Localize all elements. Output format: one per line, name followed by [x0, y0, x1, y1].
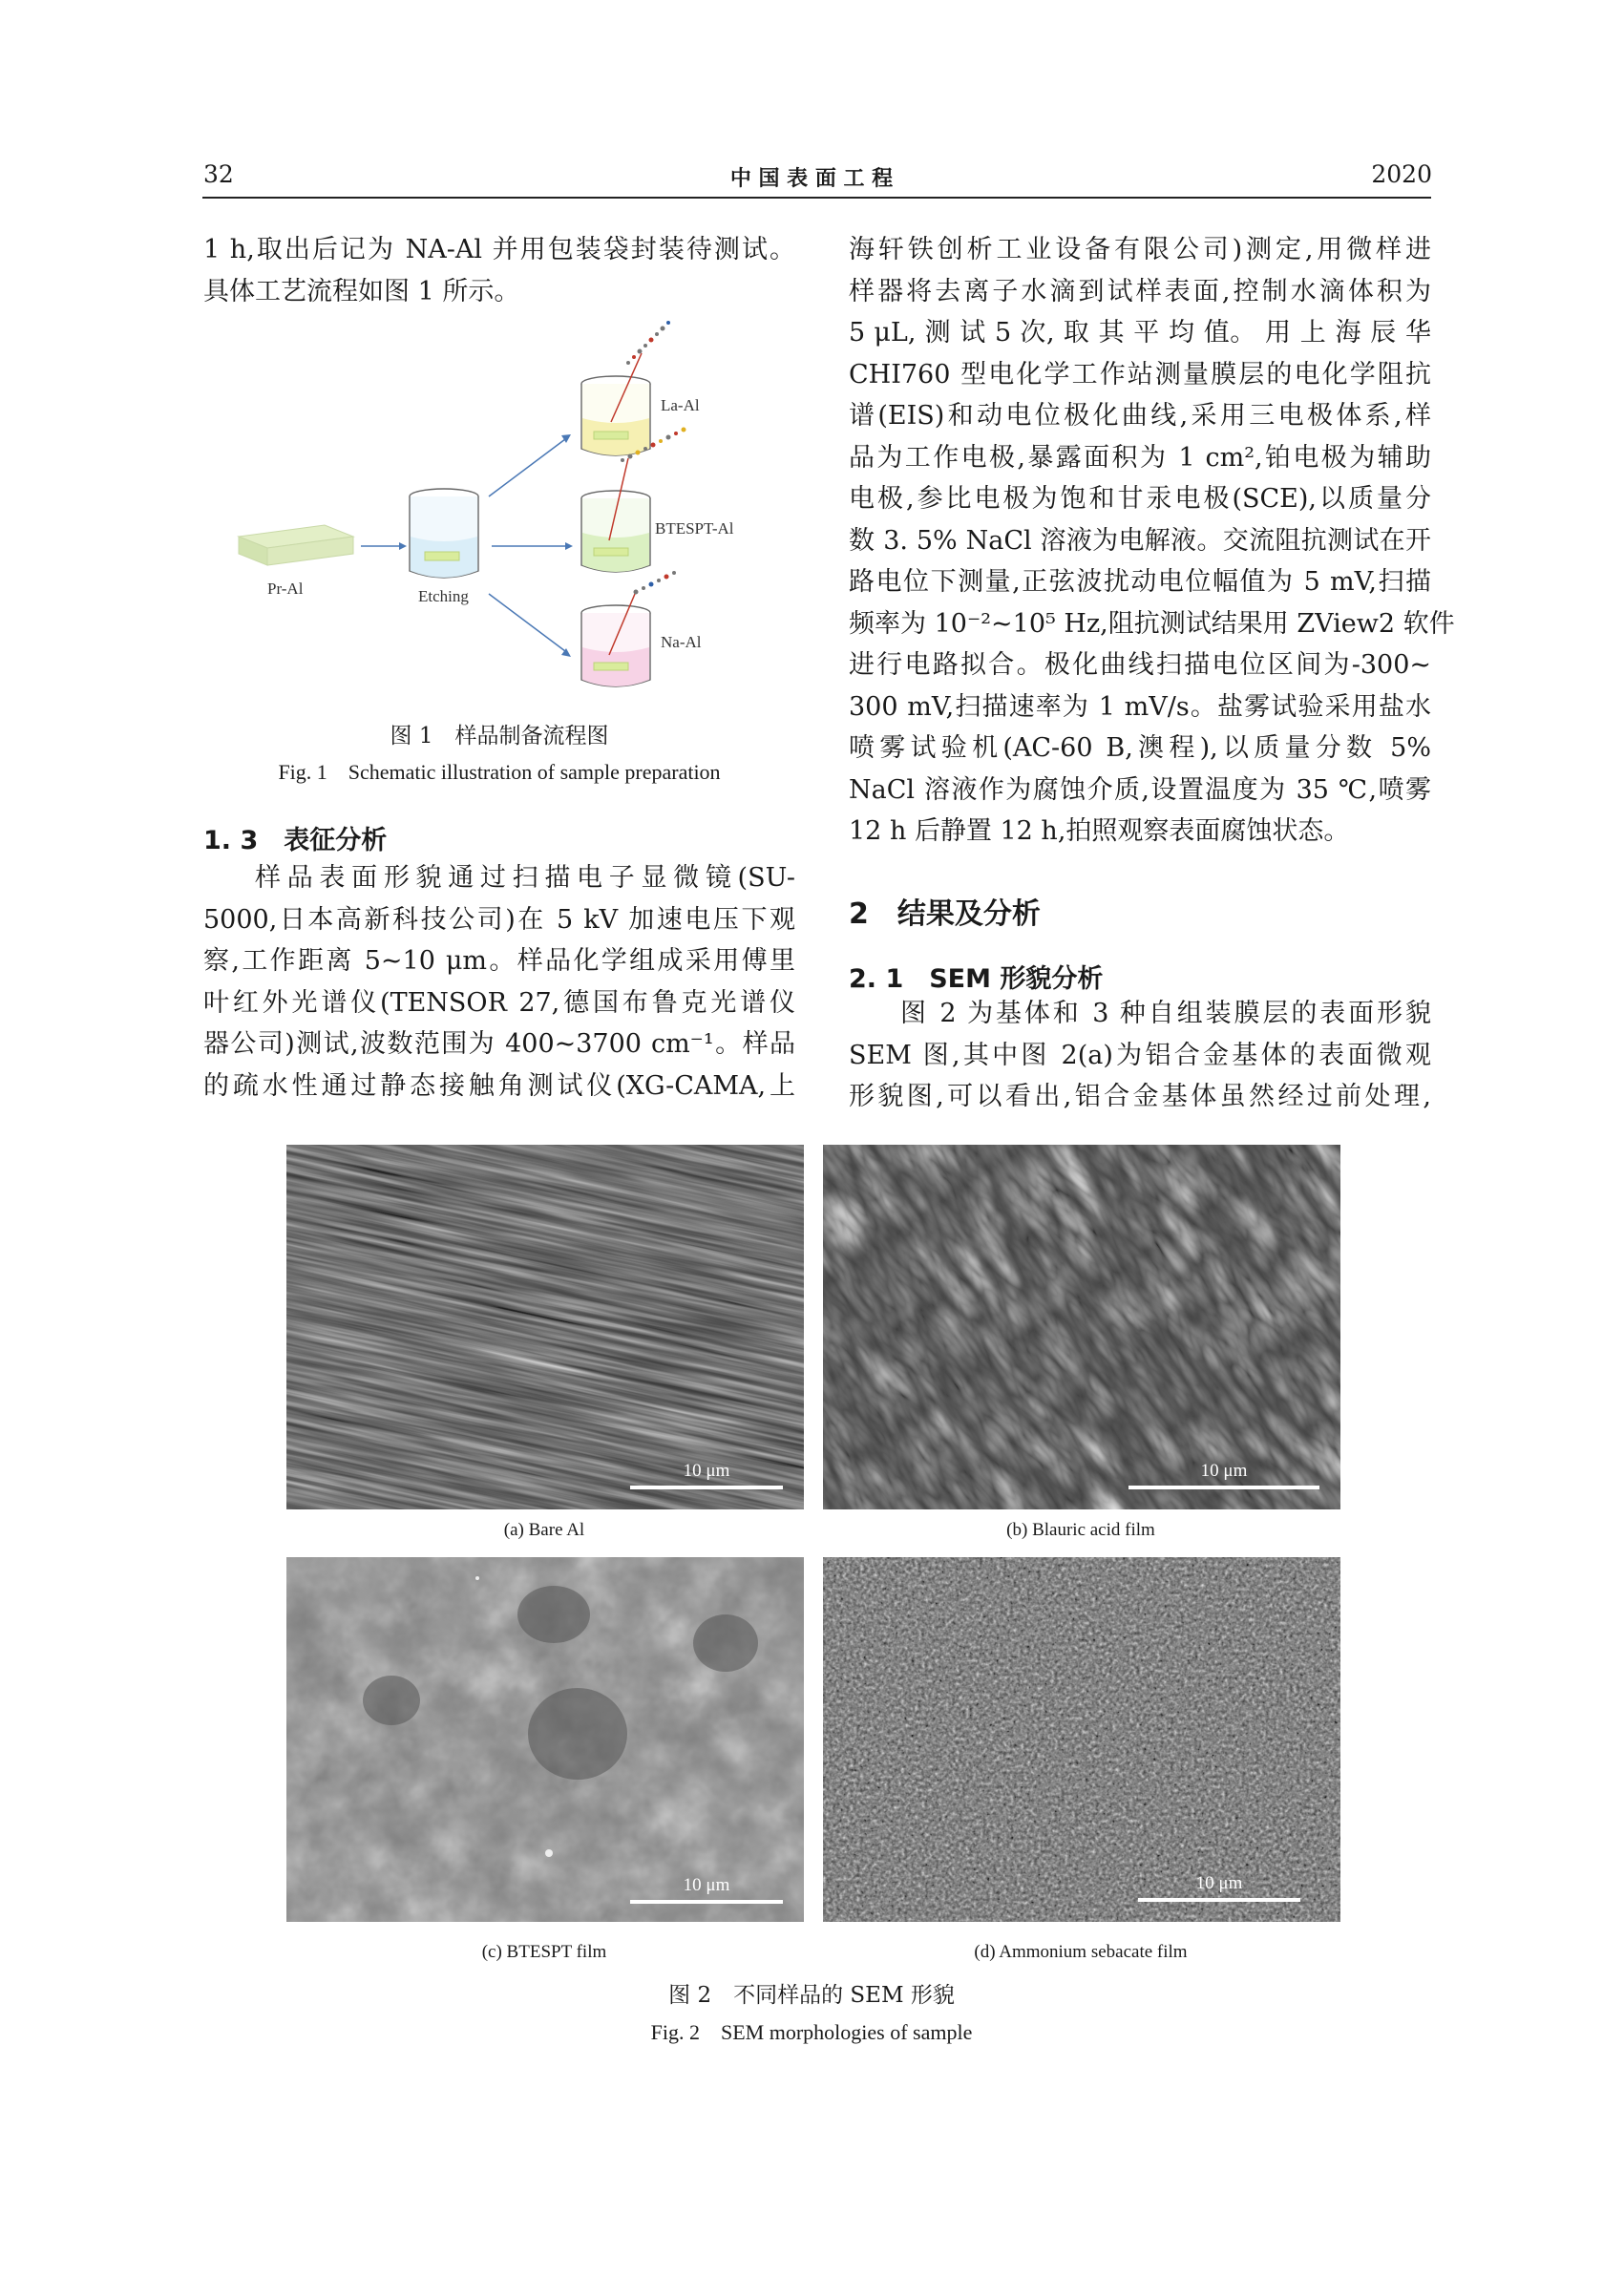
etching-beaker — [410, 489, 478, 578]
section-2-1-title: 2. 1 SEM 形貌分析 — [849, 964, 1104, 994]
text-line: SEM 图,其中图 2(a)为铝合金基体的表面微观 — [849, 1040, 1431, 1070]
label-na-al: Na-Al — [661, 633, 702, 651]
text-line: 路电位下测量,正弦波扰动电位幅值为 5 mV,扫描 — [849, 567, 1431, 597]
scale-bar-label: 10 μm — [1195, 1873, 1243, 1893]
text-line: 品为工作电极,暴露面积为 1 cm²,铂电极为辅助 — [849, 442, 1431, 473]
text-line: 5000,日本高新科技公司)在 5 kV 加速电压下观 — [203, 904, 795, 935]
text-line: 形貌图,可以看出,铝合金基体虽然经过前处理, — [849, 1082, 1431, 1111]
label-pr-al: Pr-Al — [267, 580, 304, 598]
text-line: 器公司)测试,波数范围为 400~3700 cm⁻¹。样品 — [203, 1029, 795, 1059]
panel-b-caption: (b) Blauric acid film — [1006, 1520, 1155, 1540]
text-line: 12 h 后静置 12 h,拍照观察表面腐蚀状态。 — [849, 816, 1350, 846]
text-line: 频率为 10⁻²~10⁵ Hz,阻抗测试结果用 ZView2 软件 — [849, 608, 1455, 639]
section-2-1-body — [849, 993, 1431, 1118]
text-line: 电极,参比电极为饱和甘汞电极(SCE),以质量分 — [849, 484, 1431, 514]
figure-1 — [229, 315, 764, 716]
text-line: 数 3. 5% NaCl 溶液为电解液。交流阻抗测试在开 — [849, 525, 1431, 556]
scale-bar-label: 10 μm — [1200, 1461, 1248, 1481]
la-al-beaker — [581, 321, 670, 455]
scale-bar — [1128, 1486, 1319, 1489]
header-rule — [202, 197, 1431, 199]
scale-bar-label: 10 μm — [683, 1875, 730, 1895]
page-number: 32 — [203, 160, 234, 188]
sem-image-bare-al — [286, 1145, 804, 1509]
figure-2-caption-en: Fig. 2 SEM morphologies of sample — [650, 2020, 973, 2044]
text-line: 喷雾试验机(AC-60 B,澳程),以质量分数 5% — [849, 733, 1431, 763]
na-al-beaker — [581, 571, 676, 686]
sem-texture — [823, 1145, 1340, 1509]
text-line: 海轩铁创析工业设备有限公司)测定,用微样进 — [849, 235, 1431, 264]
scale-bar — [1138, 1898, 1300, 1902]
figure-2-caption-cn: 图 2 不同样品的 SEM 形貌 — [668, 1983, 955, 2008]
text-line: 叶红外光谱仪(TENSOR 27,德国布鲁克光谱仪 — [203, 987, 795, 1018]
text-line: 的疏水性通过静态接触角测试仪(XG-CAMA,上 — [203, 1070, 795, 1101]
scale-bar — [630, 1900, 783, 1904]
sem-image-btespt — [286, 1557, 804, 1922]
text-line: 进行电路拟合。极化曲线扫描电位区间为-300~ — [849, 650, 1431, 680]
text-line: 样品表面形貌通过扫描电子显微镜(SU- — [255, 863, 795, 893]
text-line: 察,工作距离 5~10 μm。样品化学组成采用傅里 — [203, 946, 795, 976]
pr-al-plate — [239, 525, 353, 565]
scale-bar-label: 10 μm — [683, 1461, 730, 1481]
text-line: 样器将去离子水滴到试样表面,控制水滴体积为 — [849, 276, 1431, 306]
sample-prep-diagram — [229, 315, 764, 716]
text-line: NaCl 溶液作为腐蚀介质,设置温度为 35 ℃,喷雾 — [849, 774, 1431, 805]
section-1-3-title: 1. 3 表征分析 — [203, 826, 388, 855]
left-intro — [203, 229, 795, 312]
sem-texture — [286, 1557, 804, 1922]
panel-c-caption: (c) BTESPT film — [481, 1942, 607, 1962]
figure-1-caption-cn: 图 1 样品制备流程图 — [390, 724, 609, 749]
text-line: 具体工艺流程如图 1 所示。 — [203, 276, 520, 306]
year: 2020 — [1371, 160, 1432, 188]
section-1-3-body — [203, 857, 795, 1107]
journal-title: 中 国 表 面 工 程 — [729, 167, 894, 191]
section-2-title: 2 结果及分析 — [849, 897, 1041, 931]
text-line: 谱(EIS)和动电位极化曲线,采用三电极体系,样 — [849, 401, 1431, 431]
text-line: 5 μL, 测 试 5 次, 取 其 平 均 值。 用 上 海 辰 华 — [849, 318, 1431, 348]
text-line: 图 2 为基体和 3 种自组装膜层的表面形貌 — [900, 999, 1431, 1028]
scale-bar — [630, 1486, 783, 1489]
text-line: CHI760 型电化学工作站测量膜层的电化学阻抗 — [849, 359, 1431, 390]
figure-1-caption-en: Fig. 1 Schematic illustration of sample preparation — [278, 760, 721, 784]
sem-texture — [823, 1557, 1340, 1922]
sem-texture — [286, 1145, 804, 1509]
panel-a-caption: (a) Bare Al — [503, 1520, 585, 1540]
label-btespt-al: BTESPT-Al — [655, 519, 734, 538]
sem-image-ammonium-sebacate — [823, 1557, 1340, 1922]
panel-d-caption: (d) Ammonium sebacate film — [974, 1942, 1188, 1962]
sem-image-blauric-acid — [823, 1145, 1340, 1509]
label-la-al: La-Al — [661, 396, 700, 414]
text-line: 300 mV,扫描速率为 1 mV/s。盐雾试验采用盐水 — [849, 691, 1431, 722]
label-etching: Etching — [418, 587, 469, 605]
right-column-body — [849, 229, 1455, 853]
text-line: 1 h,取出后记为 NA-Al 并用包装袋封装待测试。 — [203, 235, 795, 264]
